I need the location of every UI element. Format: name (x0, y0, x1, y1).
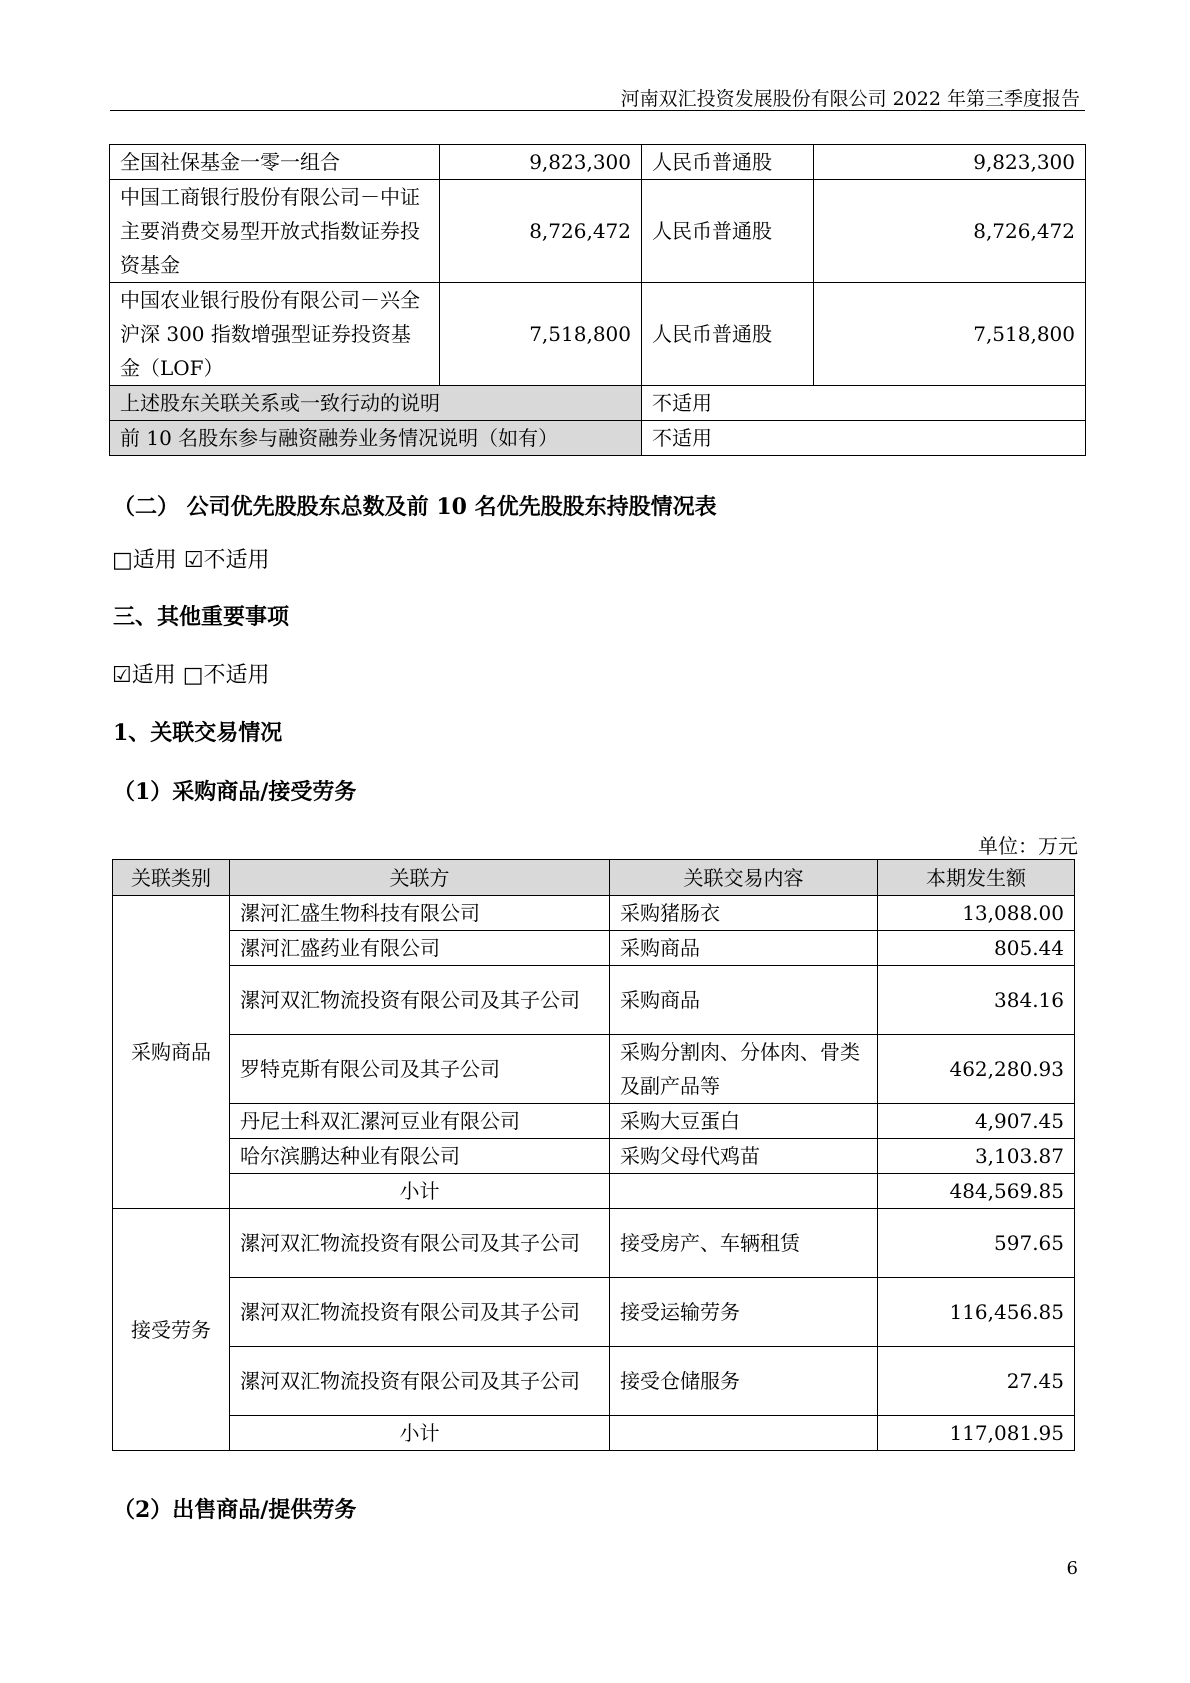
content-cell: 接受房产、车辆租赁 (610, 1209, 878, 1278)
table-row (113, 1278, 1075, 1347)
column-header: 关联类别 (113, 860, 230, 896)
amount-cell: 4,907.45 (878, 1104, 1075, 1139)
content-cell: 采购猪肠衣 (610, 896, 878, 931)
section-three-applicability (112, 658, 270, 689)
content-cell: 采购商品 (610, 966, 878, 1035)
share-count: 9,823,300 (440, 145, 642, 180)
section-three-title: 三、其他重要事项 (113, 604, 290, 630)
subtotal-amount: 117,081.95 (878, 1416, 1075, 1451)
not-applicable-checkbox[interactable]: □ (182, 663, 204, 688)
subtotal-amount: 484,569.85 (878, 1174, 1075, 1209)
shareholder-name: 中国工商银行股份有限公司－中证主要消费交易型开放式指数证券投资基金 (110, 180, 440, 283)
share-count: 8,726,472 (440, 180, 642, 283)
unit-label: 单位：万元 (978, 834, 1078, 858)
subtotal-label: 小计 (230, 1416, 610, 1451)
amount-cell: 805.44 (878, 931, 1075, 966)
table-header-row (113, 860, 1075, 896)
share-count: 7,518,800 (440, 283, 642, 386)
table-row (113, 1139, 1075, 1174)
party-cell: 罗特克斯有限公司及其子公司 (230, 1035, 610, 1104)
not-applicable-label: 不适用 (203, 663, 270, 688)
party-cell: 漯河汇盛生物科技有限公司 (230, 896, 610, 931)
table-row (110, 386, 1086, 421)
table-row (113, 896, 1075, 931)
note-label: 上述股东关联关系或一致行动的说明 (110, 386, 642, 421)
shareholder-name: 全国社保基金一零一组合 (110, 145, 440, 180)
share-type-count: 7,518,800 (814, 283, 1086, 386)
party-cell: 哈尔滨鹏达种业有限公司 (230, 1139, 610, 1174)
empty-cell (610, 1174, 878, 1209)
party-cell: 漯河汇盛药业有限公司 (230, 931, 610, 966)
amount-cell: 384.16 (878, 966, 1075, 1035)
party-cell: 漯河双汇物流投资有限公司及其子公司 (230, 1347, 610, 1416)
table-row (113, 966, 1075, 1035)
header-divider (110, 110, 1085, 111)
party-cell: 漯河双汇物流投资有限公司及其子公司 (230, 966, 610, 1035)
note-value: 不适用 (642, 386, 1086, 421)
amount-cell: 13,088.00 (878, 896, 1075, 931)
subtotal-row (113, 1174, 1075, 1209)
party-cell: 漯河双汇物流投资有限公司及其子公司 (230, 1278, 610, 1347)
sales-subsection-title: （2）出售商品/提供劳务 (113, 1497, 357, 1523)
page-number: 6 (1066, 1558, 1078, 1579)
shareholder-name: 中国农业银行股份有限公司－兴全沪深 300 指数增强型证券投资基金（LOF） (110, 283, 440, 386)
table-row (113, 1104, 1075, 1139)
not-applicable-label: 不适用 (203, 548, 270, 573)
table-row (110, 283, 1086, 386)
top-shareholders-table (109, 144, 1086, 456)
applicable-checkbox[interactable]: ☑ (112, 663, 132, 688)
applicable-checkbox[interactable]: □ (112, 548, 133, 573)
subtotal-label: 小计 (230, 1174, 610, 1209)
table-row (113, 1209, 1075, 1278)
applicable-label: 适用 (131, 663, 176, 688)
table-row (110, 180, 1086, 283)
table-row (110, 421, 1086, 456)
preferred-applicability (112, 543, 270, 574)
column-header: 关联交易内容 (610, 860, 878, 896)
share-type: 人民币普通股 (642, 145, 814, 180)
purchase-subsection-title: （1）采购商品/接受劳务 (113, 779, 357, 805)
note-value: 不适用 (642, 421, 1086, 456)
category-cell: 接受劳务 (113, 1209, 230, 1451)
note-label: 前 10 名股东参与融资融券业务情况说明（如有） (110, 421, 642, 456)
amount-cell: 597.65 (878, 1209, 1075, 1278)
share-type-count: 9,823,300 (814, 145, 1086, 180)
table-row (113, 1347, 1075, 1416)
empty-cell (610, 1416, 878, 1451)
related-transactions-title: 1、关联交易情况 (113, 720, 283, 746)
table-row (113, 931, 1075, 966)
party-cell: 漯河双汇物流投资有限公司及其子公司 (230, 1209, 610, 1278)
not-applicable-checkbox[interactable]: ☑ (183, 548, 204, 573)
share-type-count: 8,726,472 (814, 180, 1086, 283)
content-cell: 接受仓储服务 (610, 1347, 878, 1416)
content-cell: 采购商品 (610, 931, 878, 966)
related-transactions-table (112, 859, 1075, 1451)
content-cell: 采购分割肉、分体肉、骨类及副产品等 (610, 1035, 878, 1104)
applicable-label: 适用 (132, 548, 177, 573)
amount-cell: 116,456.85 (878, 1278, 1075, 1347)
table-row (113, 1035, 1075, 1104)
amount-cell: 3,103.87 (878, 1139, 1075, 1174)
subtotal-row (113, 1416, 1075, 1451)
category-cell: 采购商品 (113, 896, 230, 1209)
content-cell: 采购大豆蛋白 (610, 1104, 878, 1139)
preferred-shares-section-title: （二） 公司优先股股东总数及前 10 名优先股股东持股情况表 (113, 494, 717, 520)
column-header: 关联方 (230, 860, 610, 896)
share-type: 人民币普通股 (642, 180, 814, 283)
share-type: 人民币普通股 (642, 283, 814, 386)
content-cell: 采购父母代鸡苗 (610, 1139, 878, 1174)
party-cell: 丹尼士科双汇漯河豆业有限公司 (230, 1104, 610, 1139)
report-header-title: 河南双汇投资发展股份有限公司 2022 年第三季度报告 (620, 88, 1080, 110)
content-cell: 接受运输劳务 (610, 1278, 878, 1347)
amount-cell: 462,280.93 (878, 1035, 1075, 1104)
column-header: 本期发生额 (878, 860, 1075, 896)
table-row (110, 145, 1086, 180)
amount-cell: 27.45 (878, 1347, 1075, 1416)
